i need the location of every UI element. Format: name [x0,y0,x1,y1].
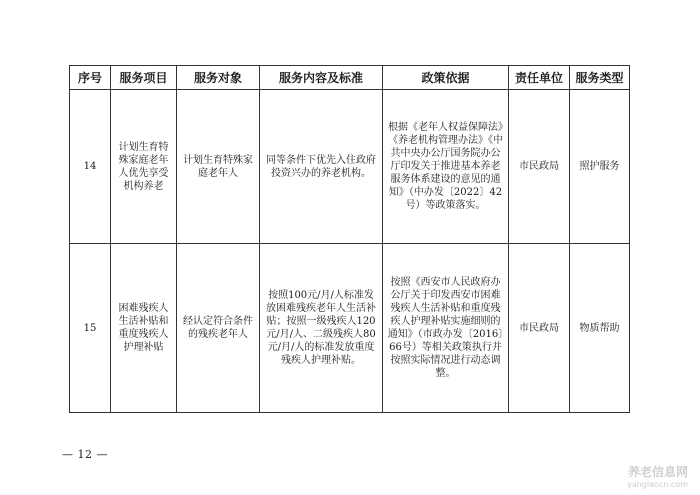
header-target: 服务对象 [177,66,260,90]
header-type: 服务类型 [570,66,630,90]
cell-target: 经认定符合条件的残疾老年人 [177,244,260,413]
cell-basis: 根据《老年人权益保障法》《养老机构管理办法》《中共中央办公厅国务院办公厅印发关于推进基本养老服务体系建设的意见的通知》（中办发〔2022〕42号）等政策落实。 [383,90,509,244]
header-no: 序号 [70,66,111,90]
header-basis: 政策依据 [383,66,509,90]
cell-no: 15 [70,244,111,413]
cell-basis: 按照《西安市人民政府办公厅关于印发西安市困难残疾人生活补贴和重度残疾人护理补贴实施细则的通知》（市政办发〔2016〕66号）等相关政策执行并按照实际情况进行动态调整。 [383,244,509,413]
header-unit: 责任单位 [509,66,570,90]
cell-target: 计划生育特殊家庭老年人 [177,90,260,244]
header-item: 服务项目 [111,66,177,90]
watermark-url: yanglaocn.com [627,480,688,489]
watermark-text: 养老信息网 [627,465,688,479]
table-header-row [70,66,630,90]
cell-content: 按照100元/月/人标准发放困难残疾老年人生活补贴；按照一级残疾人120元/月/人、二级残疾人80元/月/人的标准发放重度残疾人护理补贴。 [260,244,383,413]
cell-item: 计划生育特殊家庭老年人优先享受机构养老 [111,90,177,244]
cell-type: 照护服务 [570,90,630,244]
cell-type: 物质帮助 [570,244,630,413]
watermark [627,463,688,489]
cell-unit: 市民政局 [509,90,570,244]
header-content: 服务内容及标准 [260,66,383,90]
cell-item: 困难残疾人生活补贴和重度残疾人护理补贴 [111,244,177,413]
cell-content: 同等条件下优先入住政府投资兴办的养老机构。 [260,90,383,244]
cell-no: 14 [70,90,111,244]
table-row [70,244,630,413]
table-row [70,90,630,244]
elderly-service-table [69,65,630,413]
page-number: — 12 — [62,448,108,461]
cell-unit: 市民政局 [509,244,570,413]
